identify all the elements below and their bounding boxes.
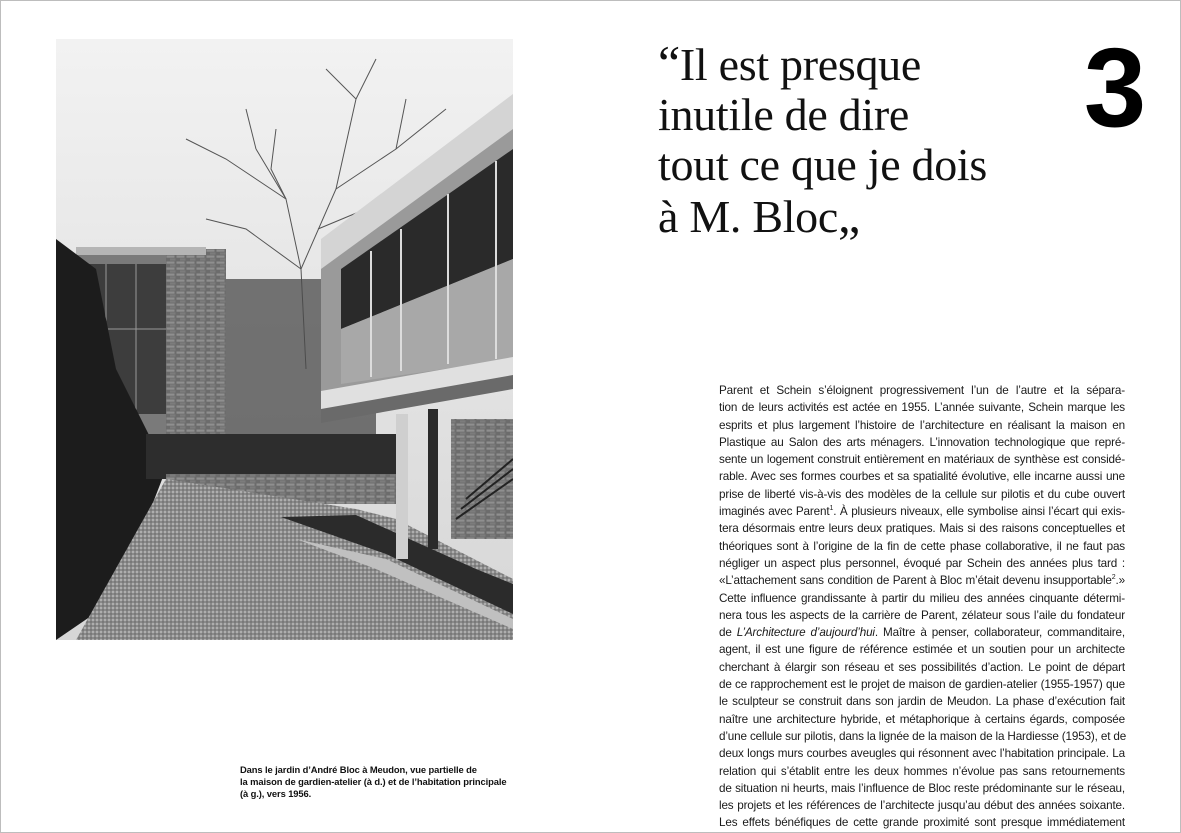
body-line: Parent et Schein s’éloignent progressivement l’un de l’autre et la sépara-: [719, 384, 1125, 397]
body-line: négliger un aspect plus personnel, évoqué par Schein des années plus tard :: [719, 556, 1125, 570]
close-quote-mark: „: [838, 187, 860, 243]
body-line: Plastique au Salon des arts ménagers. L’innovation technologique que repré-: [719, 435, 1125, 449]
body-line: tion de leurs activités est actée en 1955. L’année suivante, Schein marque les: [719, 401, 1125, 415]
quote-line-text: à M. Bloc: [658, 191, 838, 242]
body-line: cherchant à élargir son réseau et ses possibilités d’action. Le point de départ: [719, 660, 1125, 674]
body-line: nera tous les aspects de la carrière de Parent, zélateur sous l’aile du fondateur: [719, 608, 1125, 622]
body-line-text: . Maître à penser, collaborateur, commanditaire,: [874, 626, 1125, 640]
quote-line-text: Il est presque: [679, 39, 921, 90]
body-line: les projets et les références de l’architecte jusqu’au début des années soixante.: [719, 799, 1125, 813]
quote-line: [658, 35, 1078, 91]
body-line: Les effets bénéfiques de cette grande proximité sont presque immédiatement: [719, 816, 1125, 830]
body-line: théoriques sont à l’origine de la fin de cette phase collaborative, il ne faut pas: [719, 539, 1125, 553]
caption-line: Dans le jardin d’André Bloc à Meudon, vue partielle de: [240, 764, 477, 775]
caption-line: la maison de gardien-atelier (à d.) et de l’habitation principale: [240, 776, 507, 787]
body-line: [719, 572, 1125, 589]
body-line: tera désormais entre leurs deux pratiques. Mais si des raisons conceptuelles et: [719, 522, 1125, 536]
body-line: agent, il est une figure de référence estimée et un soutien pour un architecte: [719, 643, 1125, 657]
body-line-text: de: [719, 626, 732, 640]
photo-illustration: [56, 39, 513, 640]
footnote-ref-1[interactable]: 1: [829, 505, 834, 513]
pull-quote: [658, 35, 1078, 243]
body-line: [719, 624, 1125, 641]
body-line-text: «L’attachement sans condition de Parent à Bloc m’était devenu insupportable: [719, 574, 1112, 588]
body-line: naître une architecture hybride, et métaphorique à certains égards, composée: [719, 712, 1125, 726]
body-line-text: .»: [1115, 574, 1125, 588]
quote-line: [658, 187, 1078, 243]
body-line: de ce rapprochement est le projet de maison de gardien-atelier (1955-1957) que: [719, 678, 1125, 692]
footnote-ref-2[interactable]: 2: [1111, 574, 1116, 582]
body-line: [719, 503, 1125, 520]
body-line: deux longs murs courbes aveugles qui résonnent avec l’habitation principale. La: [719, 747, 1125, 761]
architecture-photo: [56, 39, 513, 640]
body-line-text: imaginés avec Parent: [719, 505, 830, 519]
quote-line: tout ce que je dois: [658, 139, 987, 190]
body-line: rable. Avec ses formes courbes et sa spatialité évolutive, elle incarne aussi une: [719, 470, 1125, 484]
body-line-text: . À plusieurs niveaux, elle symbolise ainsi l’écart qui exis-: [833, 505, 1126, 519]
body-text: [719, 382, 1125, 832]
body-line: Cette influence grandissante à partir du milieu des années cinquante détermi-: [719, 591, 1125, 605]
body-line: de situation ni heurts, mais l’influence de Bloc reste prédominante sur le réseau,: [719, 781, 1125, 795]
body-line: relation qui s’établit entre les deux hommes n’évolue pas sans retournements: [719, 764, 1125, 778]
chapter-number: 3: [1083, 25, 1147, 150]
body-line: d’une cellule sur pilotis, dans la lignée de la maison de la Hardiesse (1953), et de: [719, 729, 1127, 743]
body-line: le sculpteur se construit dans son jardin de Meudon. La phase d’exécution fait: [719, 695, 1125, 709]
photo-caption: [240, 764, 530, 800]
journal-title: L’Architecture d’aujourd’hui: [736, 626, 875, 640]
body-line: sente un logement construit entièrement en matériaux de synthèse est considé-: [719, 453, 1125, 467]
quote-line: inutile de dire: [658, 89, 909, 140]
body-line: esprits et plus largement l’histoire de l’architecture en réalisant la maison en: [719, 418, 1125, 432]
open-quote-mark: “: [658, 35, 680, 91]
body-line: prise de liberté vis-à-vis des modèles de la cellule sur pilotis et du cube ouvert: [719, 487, 1125, 501]
caption-line: (à g.), vers 1956.: [240, 788, 312, 799]
